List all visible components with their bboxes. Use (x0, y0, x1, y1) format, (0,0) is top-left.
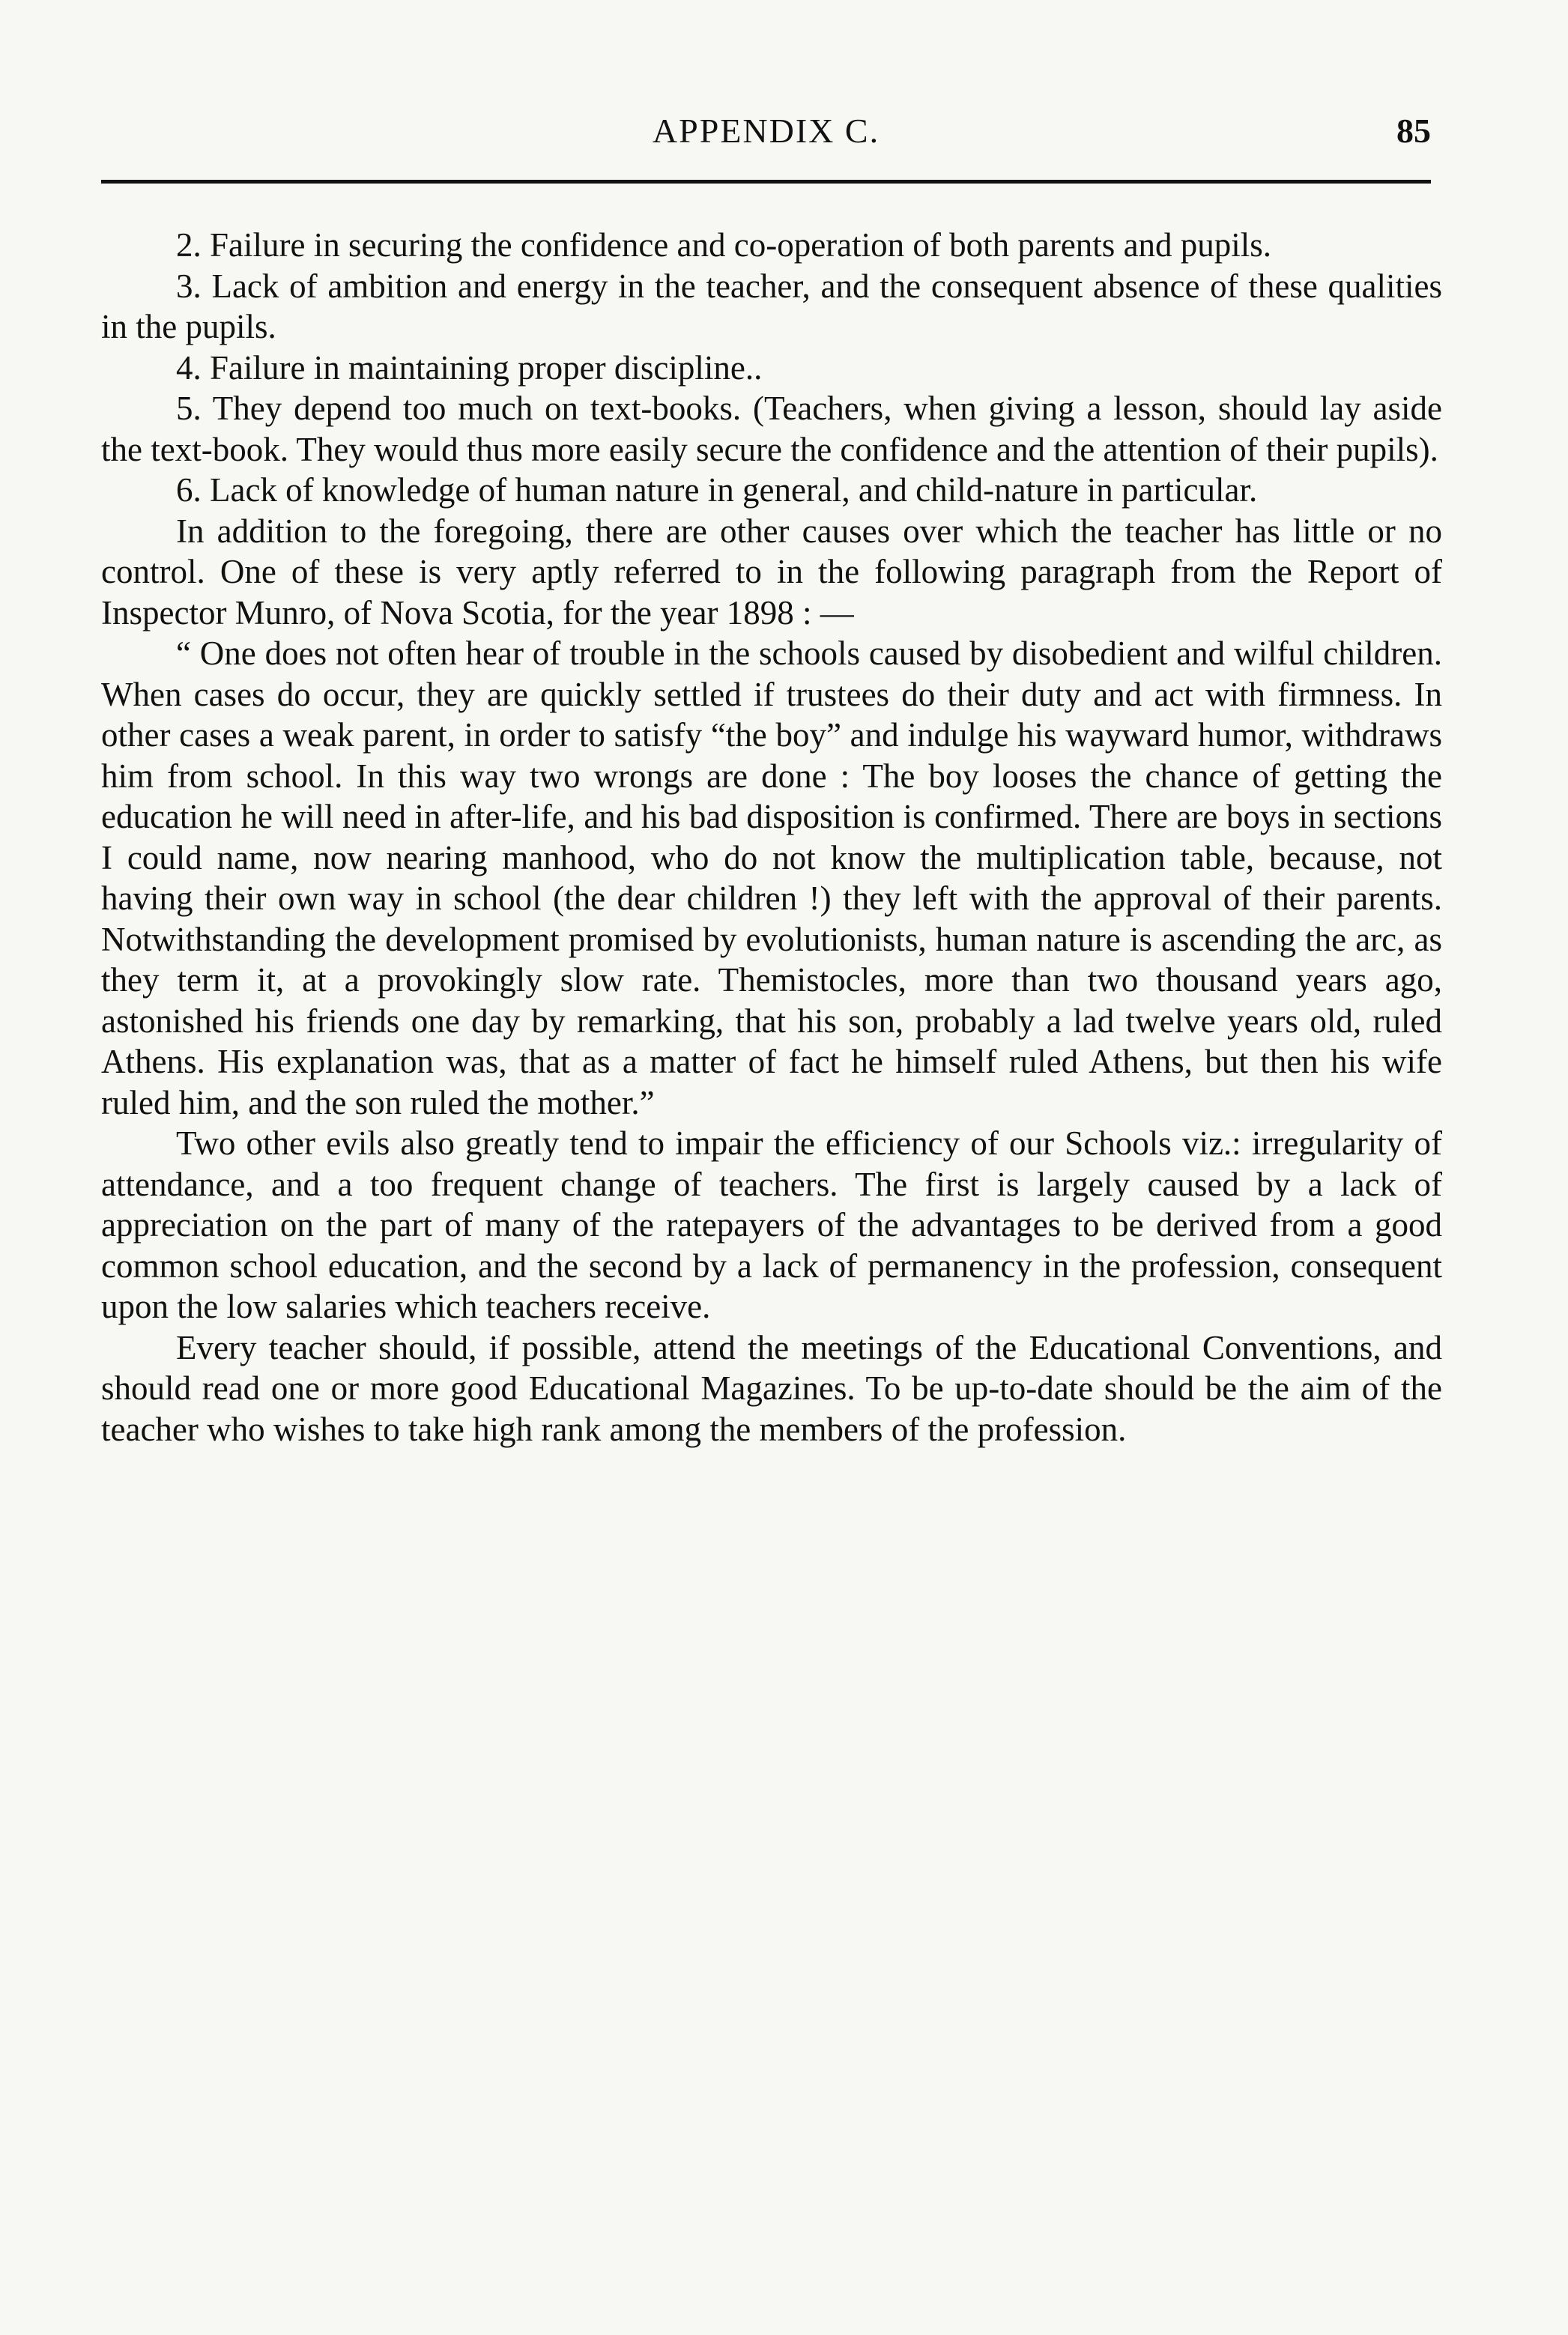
page-number: 85 (1396, 112, 1431, 150)
running-head (101, 101, 1431, 154)
item-number: 5. (176, 390, 202, 427)
conventions-paragraph: Every teacher should, if possible, attend the meetings of the Educational Conventions, and should read one or more good Educational Magazines. To be up-to-date should be the aim of the teacher who wishes to take high rank among the members of the profession. (101, 1328, 1442, 1448)
item-number: 4. (176, 348, 202, 387)
intro-paragraph: In addition to the foregoing, there are other causes over which the teacher has little or no control. One of these is very aptly referred to in the following paragraph from the Report of Inspector Munro, of Nova Scotia, for the year 1898 : — (101, 512, 1442, 632)
body-text (101, 225, 1442, 1450)
item-number: 2. (176, 226, 202, 264)
numbered-item (101, 388, 1442, 470)
numbered-item (101, 225, 1442, 266)
quoted-paragraph: “ One does not often hear of trouble in the schools caused by disobedient and wilful children. When cases do occur, they are quickly settled if trustees do their duty and act with firmness. In other cases a weak parent, in order to satisfy “the boy” and indulge his wayward humor, withdraws him from school. In this way two wrongs are done : The boy looses the chance of getting the education he will need in after-life, and his bad disposition is confirmed. There are boys in sections I could name, now nearing manhood, who do not know the multiplication table, because, not having their own way in school (the dear children !) they left with the approval of their parents. Notwithstanding the development promised by evolutionists, human nature is ascending the arc, as they term it, at a provokingly slow rate. Themistocles, more than two thousand years ago, astonished his friends one day by remarking, that his son, probably a lad twelve years old, ruled Athens. His explanation was, that as a matter of fact he himself ruled Athens, but then his wife ruled him, and the son ruled the mother.” (101, 635, 1442, 1121)
item-text: They depend too much on text-books. (Teachers, when giving a lesson, should lay aside the text-book. They would thus more easily secure the confidence and the attention of their pupils). (101, 390, 1443, 468)
item-text: Lack of knowledge of human nature in general, and child-nature in particular. (210, 471, 1258, 509)
evils-paragraph: Two other evils also greatly tend to impair the efficiency of our Schools viz.: irregularity of attendance, and a too frequent change of teachers. The first is largely caused by a lack of appreciation on the part of many of the ratepayers of the advantages to be derived from a good common school education, and the second by a lack of permanency in the profession, consequent upon the low salaries which teachers receive. (101, 1124, 1442, 1325)
item-number: 6. (176, 471, 202, 509)
numbered-item (101, 348, 1442, 389)
item-text: Failure in maintaining proper discipline.. (210, 348, 763, 387)
numbered-item (101, 266, 1442, 348)
numbered-item (101, 470, 1442, 511)
item-text: Failure in securing the confidence and co-operation of both parents and pupils. (210, 226, 1272, 264)
header-rule (101, 180, 1431, 184)
running-title: APPENDIX C. (652, 112, 880, 150)
item-number: 3. (176, 267, 202, 305)
item-text: Lack of ambition and energy in the teacher, and the consequent absence of these qualities in the pupils. (101, 267, 1442, 345)
